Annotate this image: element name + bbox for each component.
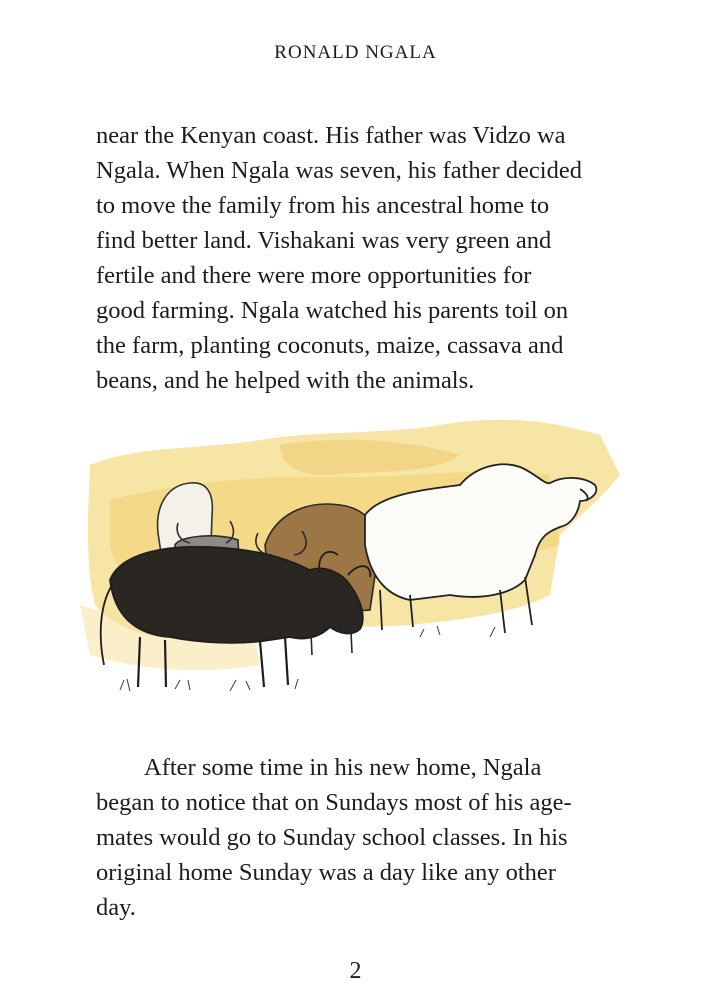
paragraph-1 — [96, 118, 626, 398]
text-line: began to notice that on Sundays most of his age- — [96, 789, 572, 816]
text-line: find better land. Vishakani was very green and — [96, 227, 552, 254]
text-line: day. — [96, 894, 136, 921]
cattle-illustration — [80, 405, 640, 705]
text-line: beans, and he helped with the animals. — [96, 367, 475, 394]
text-line: mates would go to Sunday school classes. In his — [96, 824, 568, 851]
text-line: the farm, planting coconuts, maize, cassava and — [96, 332, 564, 359]
text-line: After some time in his new home, Ngala — [144, 754, 542, 781]
text-line: Ngala. When Ngala was seven, his father decided — [96, 157, 582, 184]
text-line: fertile and there were more opportunities for — [96, 262, 532, 289]
paragraph-2 — [96, 750, 626, 925]
running-head: RONALD NGALA — [274, 42, 437, 63]
page-number: 2 — [349, 958, 362, 984]
text-line: to move the family from his ancestral home to — [96, 192, 550, 219]
text-line: good farming. Ngala watched his parents toil on — [96, 297, 569, 324]
text-line: original home Sunday was a day like any other — [96, 859, 556, 886]
text-line: near the Kenyan coast. His father was Vidzo wa — [96, 122, 566, 149]
